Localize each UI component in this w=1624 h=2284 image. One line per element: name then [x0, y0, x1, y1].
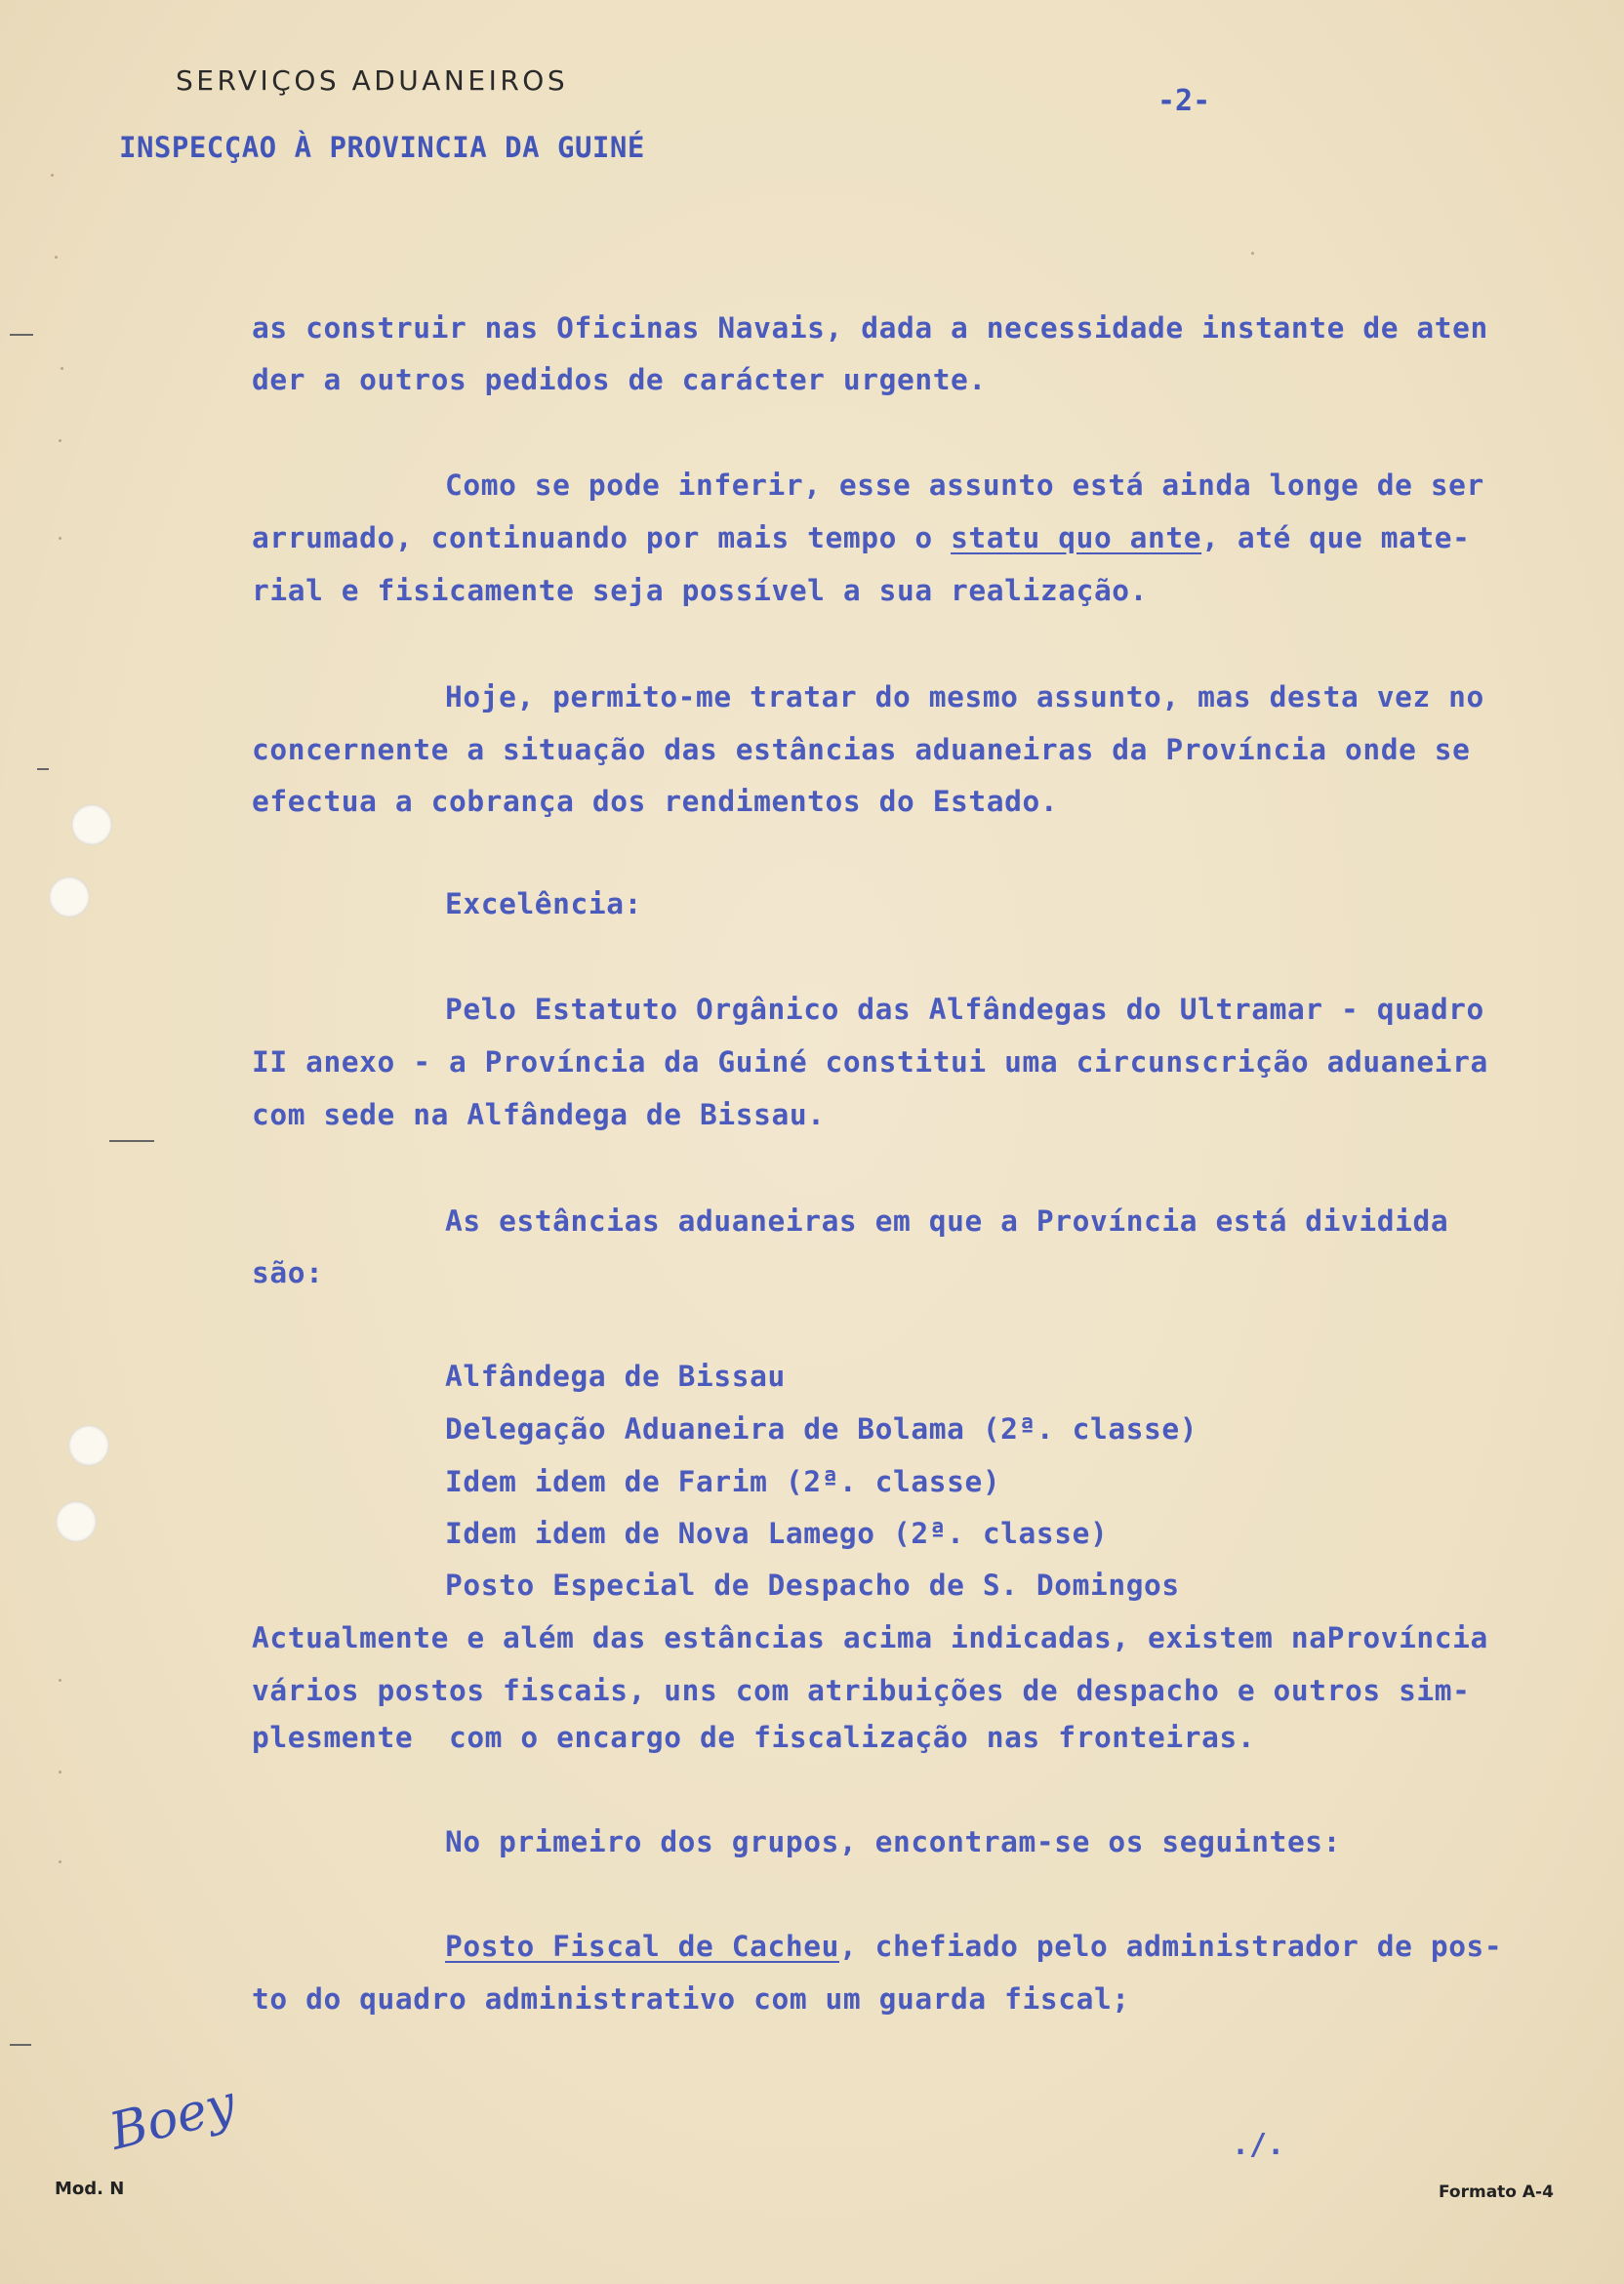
- list-item: Posto Especial de Despacho de S. Domingos: [445, 1569, 1180, 1602]
- body-line: der a outros pedidos de carácter urgente.: [252, 363, 987, 396]
- underlined-phrase: Posto Fiscal de Cacheu: [445, 1930, 839, 1963]
- body-line-text: , até que mate-: [1201, 521, 1471, 554]
- body-line: Actualmente e além das estâncias acima indicadas, existem naProvíncia: [252, 1621, 1488, 1654]
- margin-tick: [109, 1140, 154, 1142]
- margin-tick: [10, 334, 33, 336]
- paper-speck: [55, 256, 58, 259]
- body-line: vários postos fiscais, uns com atribuições de despacho e outros sim-: [252, 1674, 1471, 1707]
- body-line: plesmente com o encargo de fiscalização nas fronteiras.: [252, 1721, 1256, 1754]
- list-item: Alfândega de Bissau: [445, 1360, 786, 1393]
- body-line: Pelo Estatuto Orgânico das Alfândegas do Ultramar - quadro: [445, 993, 1484, 1026]
- subject-header: INSPECÇAO À PROVINCIA DA GUINÉ: [119, 131, 645, 164]
- salutation: Excelência:: [445, 887, 642, 920]
- paper-speck: [59, 1679, 61, 1682]
- body-line-text: , chefiado pelo administrador de pos-: [838, 1930, 1503, 1963]
- punch-hole: [71, 804, 112, 845]
- paper-speck: [59, 537, 61, 540]
- punch-hole: [68, 1425, 109, 1466]
- body-line: rial e fisicamente seja possível a sua realização.: [252, 574, 1149, 607]
- underlined-phrase: statu quo ante: [951, 521, 1202, 554]
- body-line: com sede na Alfândega de Bissau.: [252, 1098, 826, 1131]
- body-line: As estâncias aduaneiras em que a Província está dividida: [445, 1204, 1449, 1238]
- paper-speck: [51, 174, 54, 177]
- form-model-label: Mod. N: [55, 2179, 125, 2199]
- list-item: Idem idem de Farim (2ª. classe): [445, 1465, 1001, 1498]
- body-line-text: arrumado, continuando por mais tempo o: [252, 521, 952, 554]
- body-line: Hoje, permito-me tratar do mesmo assunto, mas desta vez no: [445, 680, 1484, 714]
- body-line: são:: [252, 1256, 324, 1289]
- body-line: II anexo - a Província da Guiné constitui uma circunscrição aduaneira: [252, 1045, 1488, 1079]
- paper-speck: [59, 1860, 61, 1863]
- body-line: concernente a situação das estâncias aduaneiras da Província onde se: [252, 733, 1471, 766]
- body-line: [252, 521, 1471, 554]
- paper-speck: [59, 439, 61, 442]
- form-size-label: Formato A-4: [1439, 2182, 1554, 2202]
- margin-tick: [37, 768, 49, 770]
- margin-tick: [10, 2044, 31, 2046]
- handwritten-initials: Boey: [103, 2074, 242, 2162]
- continuation-mark: ./.: [1232, 2128, 1285, 2162]
- paper-speck: [1251, 252, 1254, 255]
- body-line: efectua a cobrança dos rendimentos do Estado.: [252, 785, 1059, 818]
- punch-hole: [49, 877, 90, 918]
- paper-speck: [61, 367, 63, 370]
- list-item: Delegação Aduaneira de Bolama (2ª. classe): [445, 1412, 1198, 1446]
- page-number: -2-: [1157, 84, 1211, 118]
- paper-speck: [59, 1771, 61, 1774]
- body-line: No primeiro dos grupos, encontram-se os seguintes:: [445, 1825, 1342, 1858]
- list-item: Idem idem de Nova Lamego (2ª. classe): [445, 1517, 1109, 1550]
- agency-header: SERVIÇOS ADUANEIROS: [176, 64, 569, 97]
- body-line: [445, 1930, 1503, 1963]
- body-line: Como se pode inferir, esse assunto está ainda longe de ser: [445, 469, 1484, 502]
- body-line: to do quadro administrativo com um guarda fiscal;: [252, 1982, 1130, 2016]
- punch-hole: [56, 1501, 97, 1542]
- body-line: as construir nas Oficinas Navais, dada a necessidade instante de aten: [252, 311, 1488, 345]
